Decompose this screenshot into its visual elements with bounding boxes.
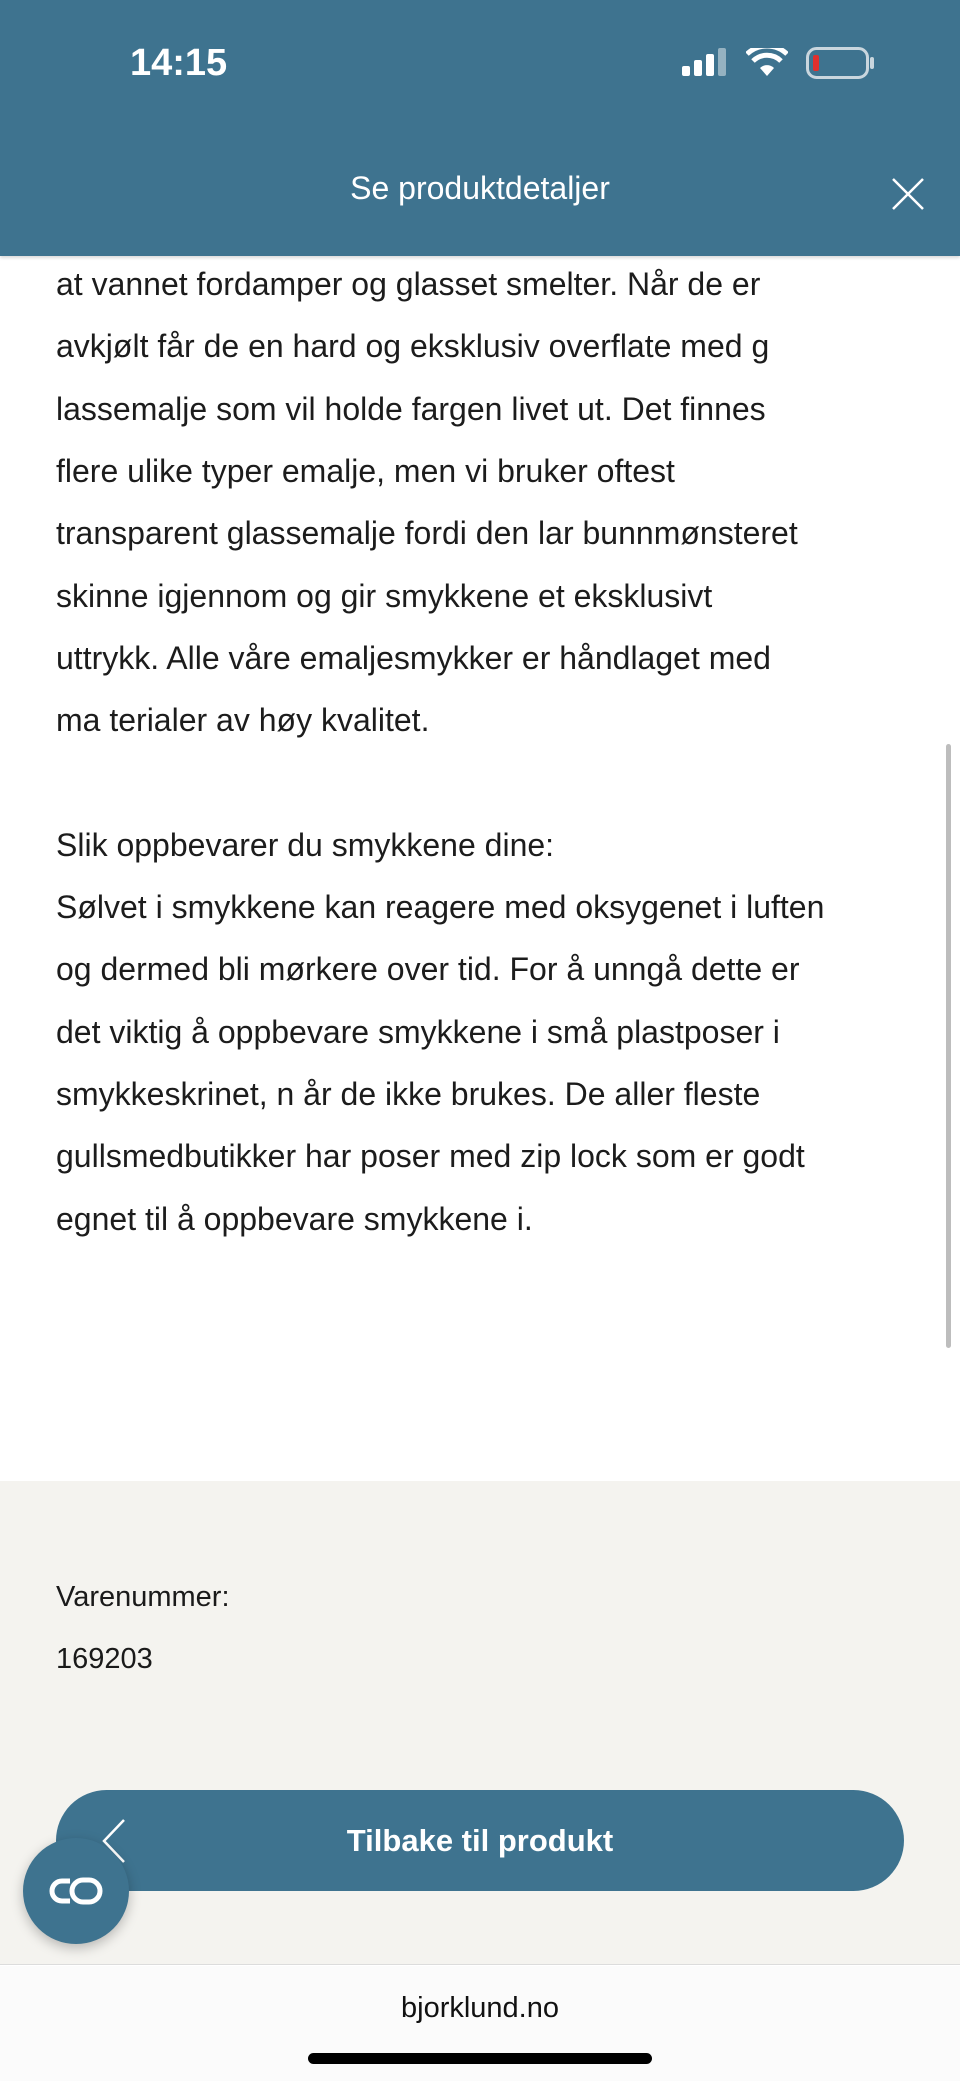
back-to-product-button[interactable]	[56, 1790, 904, 1891]
body-text-line: transparent glassemalje fordi den lar bunnmønsteret	[56, 515, 798, 552]
back-button-label: Tilbake til produkt	[346, 1822, 614, 1858]
signal-icon	[682, 48, 730, 76]
details-panel	[0, 1481, 960, 1965]
body-text-line: egnet til å oppbevare smykkene i.	[56, 1200, 533, 1237]
body-text-line: at vannet fordamper og glasset smelter. Når de er	[56, 266, 761, 302]
body-text-line: Sølvet i smykkene kan reagere med oksygenet i luften	[56, 889, 825, 925]
home-indicator[interactable]	[308, 2053, 652, 2064]
status-time: 14:15	[130, 42, 228, 84]
sku-label: Varenummer:	[56, 1581, 230, 1613]
body-text-line: skinne igjennom og gir smykkene et eksklusivt	[56, 577, 713, 614]
wifi-icon	[746, 48, 788, 78]
body-text-line: flere ulike typer emalje, men vi bruker oftest	[56, 452, 675, 489]
modal-header	[0, 0, 960, 256]
body-text-line: lassemalje som vil holde fargen livet ut. Det finnes	[56, 390, 766, 427]
scrollbar[interactable]	[946, 744, 951, 1348]
body-text-line: uttrykk. Alle våre emaljesmykker er håndlaget med	[56, 639, 771, 676]
body-text-line: gullsmedbutikker har poser med zip lock som er godt	[56, 1138, 805, 1175]
modal-title: Se produktdetaljer	[350, 170, 610, 206]
body-text-line: og dermed bli mørkere over tid. For å unngå dette er	[56, 951, 800, 988]
body-text-line: ma terialer av høy kvalitet.	[56, 702, 430, 739]
body-text-line: det viktig å oppbevare smykkene i små plastposer i	[56, 1013, 780, 1050]
battery-icon	[806, 47, 876, 79]
chat-button[interactable]	[23, 1838, 129, 1944]
sku-value: 169203	[56, 1643, 153, 1675]
close-icon[interactable]	[890, 176, 926, 212]
chat-logo-icon	[48, 1876, 104, 1906]
body-text-line: smykkeskrinet, n år de ikke brukes. De aller fleste	[56, 1075, 761, 1112]
browser-url[interactable]: bjorklund.no	[401, 1992, 559, 2024]
body-text-line: avkjølt får de en hard og eksklusiv overflate med g	[56, 328, 770, 365]
body-text-line: Slik oppbevarer du smykkene dine:	[56, 826, 555, 863]
